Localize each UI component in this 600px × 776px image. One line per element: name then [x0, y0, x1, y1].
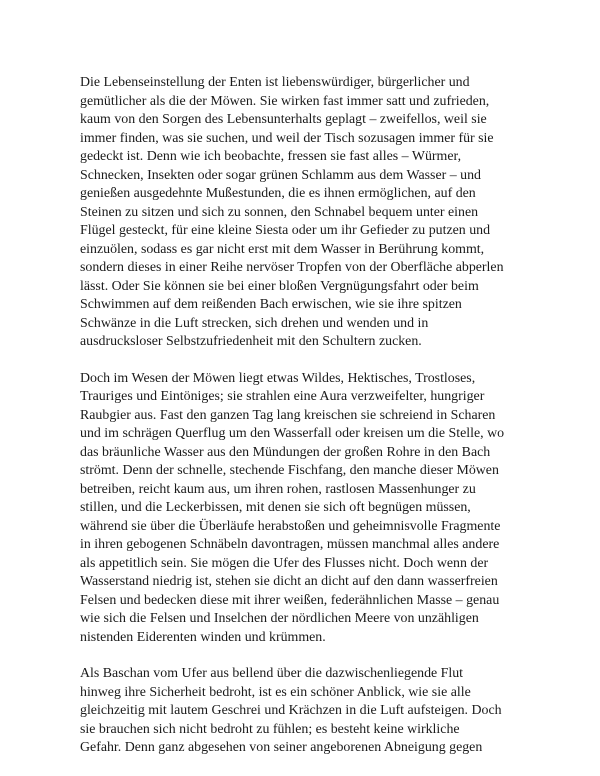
text-line: nistenden Eiderenten winden und krümmen.: [80, 629, 326, 645]
text-line: Als Baschan vom Ufer aus bellend über die dazwischenliegende Flut: [80, 666, 464, 681]
text-line: Doch im Wesen der Möwen liegt etwas Wildes, Hektisches, Trostloses,: [80, 370, 476, 386]
text-line: hinweg ihre Sicherheit bedroht, ist es ein schöner Anblick, wie sie alle: [80, 684, 471, 700]
paragraph-gulls: [80, 370, 532, 648]
paragraph-ducks: [80, 74, 532, 352]
text-line: Felsen und bedecken diese mit ihrer weißen, federähnlichen Masse – genau: [80, 592, 500, 608]
text-line: Schnecken, Insekten oder sogar grünen Schlamm aus dem Wasser – und: [80, 167, 481, 183]
text-line: Steinen zu sitzen und sich zu sonnen, den Schnabel bequem unter einen: [80, 204, 479, 220]
text-line: das bräunliche Wasser aus den Mündungen der großen Rohre in den Bach: [80, 444, 491, 460]
text-line: Raubgier aus. Fast den ganzen Tag lang kreischen sie schreiend in Scharen: [80, 407, 496, 423]
text-line: Trauriges und Eintöniges; sie strahlen eine Aura verzweifelter, hungriger: [80, 389, 485, 404]
text-line: betreiben, reicht kaum aus, um ihren rohen, rastlosen Massenhunger zu: [80, 481, 476, 497]
text-line: lässt. Oder Sie können sie bei einer bloßen Vergnügungsfahrt oder beim: [80, 278, 479, 294]
text-line: gedeckt ist. Denn wie ich beobachte, fressen sie fast alles – Würmer,: [80, 149, 462, 164]
text-line: einzuölen, sodass es gar nicht erst mit dem Wasser in Berührung kommt,: [80, 241, 485, 257]
text-line: Flügel gesteckt, für eine kleine Siesta oder um ihr Gefieder zu putzen und: [80, 223, 491, 238]
text-line: während sie über die Überläufe herabstoßen und geheimnisvolle Fragmente: [80, 518, 501, 534]
text-line: Gefahr. Denn ganz abgesehen von seiner angeborenen Abneigung gegen: [80, 740, 483, 755]
text-line: wie sich die Felsen und Inselchen der nördlichen Meere von unzähligen: [80, 611, 479, 626]
text-line: Die Lebenseinstellung der Enten ist liebenswürdiger, bürgerlicher und: [80, 75, 470, 90]
text-line: strömt. Denn der schnelle, stechende Fischfang, den manche dieser Möwen: [80, 463, 499, 478]
text-line: Schwimmen auf dem reißenden Bach erwischen, wie sie ihre spitzen: [80, 297, 462, 312]
text-line: immer finden, was sie suchen, und weil der Tisch sozusagen immer für sie: [80, 130, 494, 146]
text-line: sondern dieses in einer Reihe nervöser Tropfen von der Oberfläche abperlen: [80, 260, 504, 275]
paragraph-baschan: [80, 665, 532, 758]
text-line: Wasserstand niedrig ist, stehen sie dicht an dicht auf den dann wasserfreien: [80, 574, 498, 589]
document-page: [80, 74, 532, 776]
text-line: als appetitlich sein. Sie mögen die Ufer des Flusses nicht. Doch wenn der: [80, 555, 489, 571]
text-line: gemütlicher als die der Möwen. Sie wirken fast immer satt und zufrieden,: [80, 93, 490, 109]
text-line: stillen, und die Leckerbissen, mit denen sie sich oft begnügen müssen,: [80, 500, 471, 515]
text-line: gleichzeitig mit lautem Geschrei und Krächzen in die Luft aufsteigen. Doch: [80, 703, 502, 718]
text-line: in ihren gebogenen Schnäbeln davontragen, müssen manchmal alles andere: [80, 537, 500, 552]
text-line: ausdrucksloser Selbstzufriedenheit mit den Schultern zucken.: [80, 334, 422, 349]
text-line: genießen ausgedehnte Mußestunden, die es ihnen ermöglichen, auf den: [80, 186, 476, 201]
text-line: und im schrägen Querflug um den Wasserfall oder kreisen um die Stelle, wo: [80, 426, 505, 441]
text-line: sie brauchen sich nicht bedroht zu fühlen; es besteht keine wirkliche: [80, 721, 460, 737]
text-line: Schwänze in die Luft strecken, sich drehen und wenden und in: [80, 315, 429, 331]
text-line: kaum von den Sorgen des Lebensunterhalts geplagt – zweifellos, weil sie: [80, 112, 487, 127]
